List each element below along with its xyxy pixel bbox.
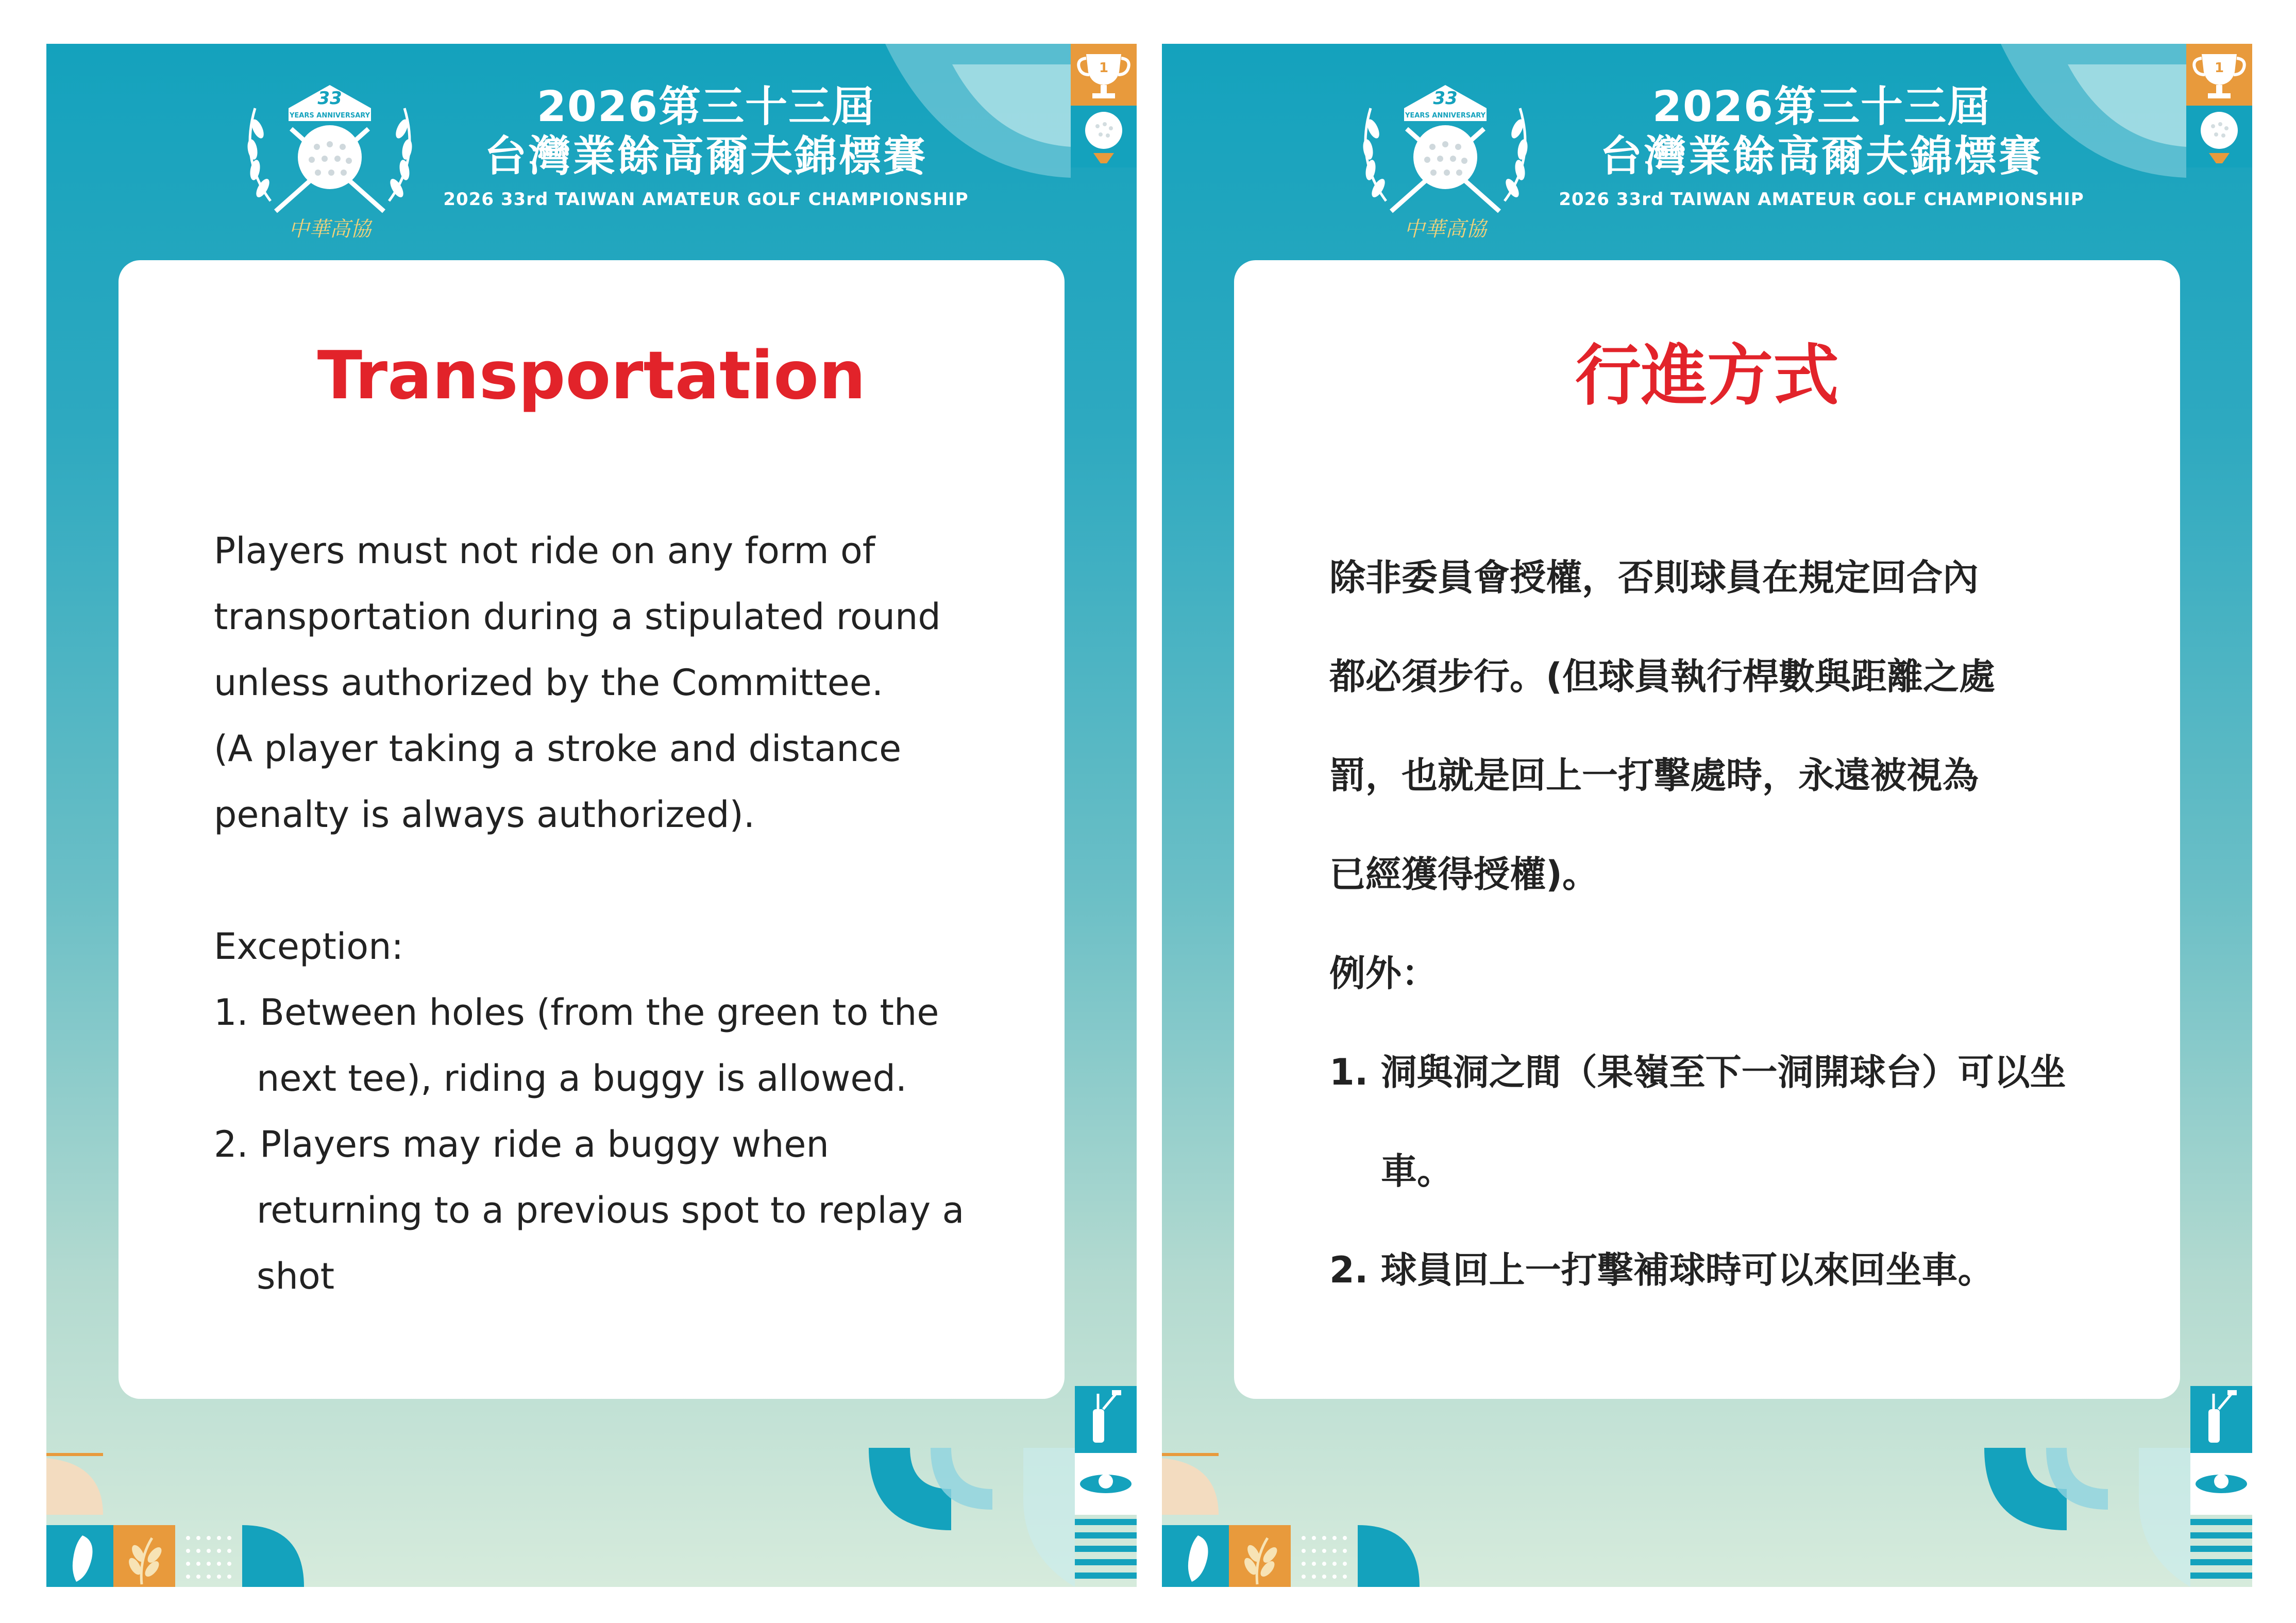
- bottom-right-decoration: [869, 1386, 1137, 1587]
- svg-text:YEARS ANNIVERSARY: YEARS ANNIVERSARY: [1405, 112, 1485, 120]
- content-card: [1234, 260, 2180, 1399]
- golf-ball-icon: [1085, 112, 1122, 149]
- card-title: Transportation: [317, 337, 866, 414]
- paragraph-line: Players must not ride on any form of: [214, 530, 875, 572]
- title-en: 2026 33rd TAIWAN AMATEUR GOLF CHAMPIONSHIP: [443, 189, 969, 210]
- title-en: 2026 33rd TAIWAN AMATEUR GOLF CHAMPIONSHIP: [1559, 189, 2084, 210]
- paragraph-line: 都必須步行。(但球員執行桿數與距離之處: [1329, 655, 1995, 698]
- english-poster: [46, 44, 1137, 1587]
- svg-text:1: 1: [2214, 60, 2224, 76]
- bottom-left-decoration: [46, 1453, 314, 1587]
- card-body: [1329, 528, 2133, 1320]
- trophy-icon: [1071, 44, 1137, 167]
- bottom-right-decoration: [1984, 1386, 2252, 1587]
- svg-text:YEARS ANNIVERSARY: YEARS ANNIVERSARY: [290, 112, 370, 120]
- bottom-left-decoration: [1162, 1453, 1430, 1587]
- svg-text:1: 1: [1099, 60, 1109, 76]
- title-cn-line1: 2026第三十三屆: [536, 82, 875, 131]
- paragraph-line: transportation during a stipulated round: [214, 596, 941, 638]
- paragraph-line: 罰，也就是回上一打擊處時，永遠被視為: [1329, 754, 1979, 797]
- logo-emblem: [234, 72, 425, 247]
- paragraph-line: 除非委員會授權，否則球員在規定回合內: [1329, 556, 1979, 599]
- svg-text:33: 33: [1433, 88, 1458, 109]
- paragraph-line: unless authorized by the Committee.: [214, 662, 884, 704]
- title-cn-line2: 台灣業餘高爾夫錦標賽: [484, 132, 927, 181]
- title-cn-line2: 台灣業餘高爾夫錦標賽: [1599, 132, 2043, 181]
- exception-label: Exception:: [214, 925, 404, 968]
- title-cn-line1: 2026第三十三屆: [1652, 82, 1991, 131]
- card-title: 行進方式: [1575, 337, 1839, 414]
- chinese-poster: [1162, 44, 2252, 1587]
- exception-item: 1. 洞與洞之間（果嶺至下一洞開球台）可以坐車。: [1329, 1051, 2066, 1192]
- content-card: [119, 260, 1065, 1399]
- arc-decoration: [875, 44, 1071, 178]
- paragraph-line: penalty is always authorized).: [214, 793, 755, 836]
- svg-text:33: 33: [317, 88, 342, 109]
- svg-text:中華高協: 中華高協: [289, 217, 371, 241]
- paragraph-line: (A player taking a stroke and distance: [214, 728, 902, 770]
- exception-item: 2. 球員回上一打擊補球時可以來回坐車。: [1329, 1249, 1994, 1291]
- exception-item: 2. Players may ride a buggy when returning to a previous spot to replay a shot: [214, 1123, 965, 1297]
- golf-ball-icon: [2201, 112, 2238, 149]
- card-body: [214, 518, 1002, 1309]
- arc-decoration: [1990, 44, 2186, 178]
- paragraph-line: 已經獲得授權)。: [1329, 853, 1598, 895]
- exception-label: 例外：: [1329, 952, 1438, 994]
- svg-text:中華高協: 中華高協: [1404, 217, 1487, 241]
- logo-emblem: [1350, 72, 1541, 247]
- trophy-icon: [2186, 44, 2252, 167]
- exception-item: 1. Between holes (from the green to the next tee), riding a buggy is allowed.: [214, 991, 939, 1100]
